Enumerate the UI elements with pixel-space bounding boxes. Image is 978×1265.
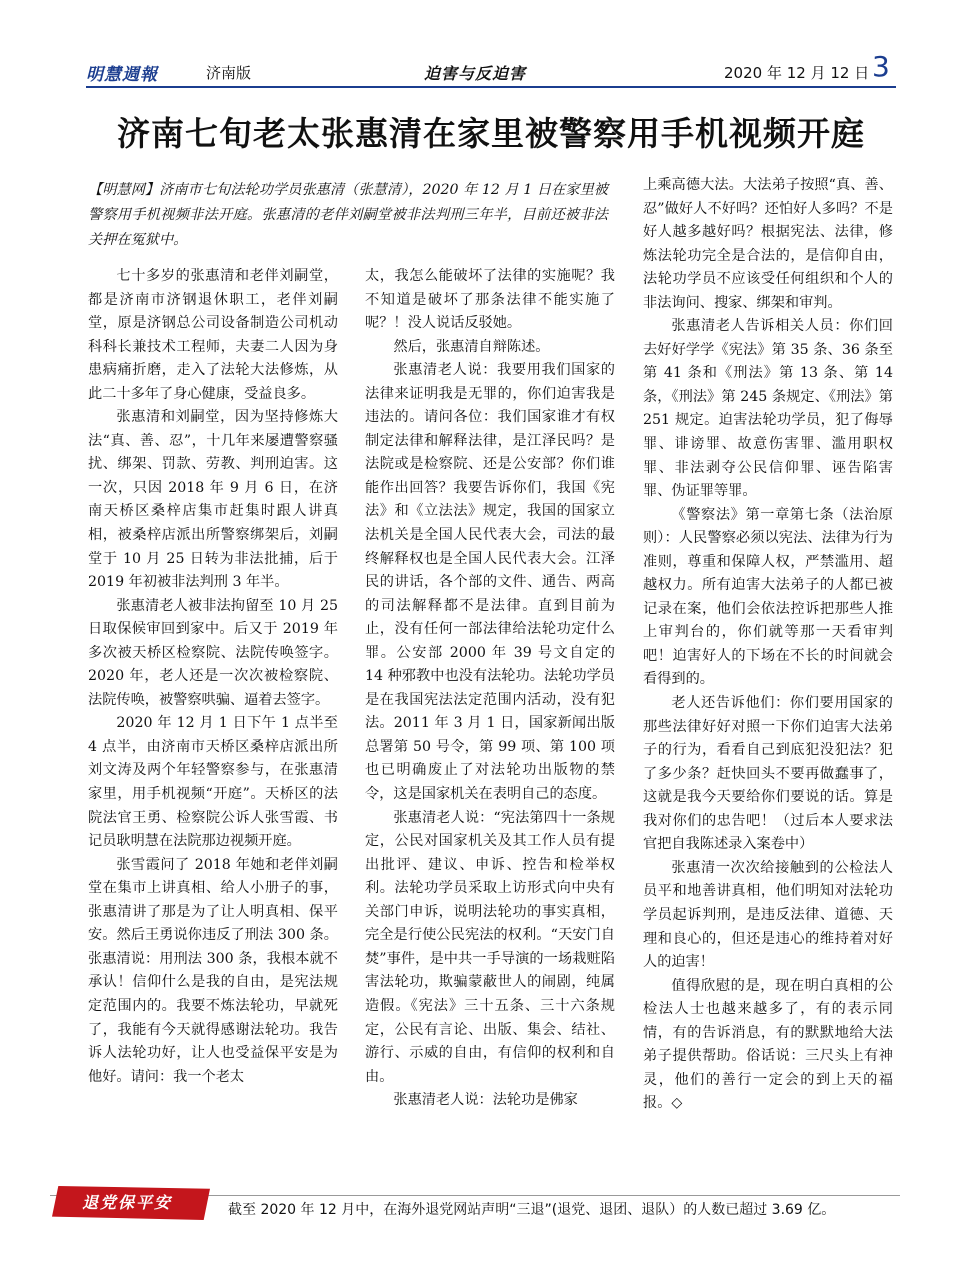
paragraph: 太，我怎么能破坏了法律的实施呢？我不知道是破坏了那条法律不能实施了呢？！没人说话反驳她。 [365, 268, 615, 332]
paragraph: 老人还告诉他们：你们要用国家的那些法律好好对照一下你们迫害大法弟子的行为，看看自己到底犯没犯法？犯了多少条？赶快回头不要再做蠢事了，这就是我今天要给你们要说的话。算是我对你们的忠告吧！（过后本人要求法官把自我陈述录入案卷中） [643, 695, 893, 853]
page-header [86, 50, 896, 94]
paragraph: 七十多岁的张惠清和老伴刘嗣堂，都是济南市济钢退休职工，老伴刘嗣堂，原是济钢总公司设备制造公司机动科科长兼技术工程师，夫妻二人因为身患病痛折磨，走入了法轮大法修炼，从此二十多年了身心健康，受益良多。 [88, 268, 338, 402]
article-column-2 [365, 265, 615, 1113]
article-lead: 【明慧网】济南市七旬法轮功学员张惠清（张慧清），2020 年 12 月 1 日在家里被警察用手机视频非法开庭。张惠清的老伴刘嗣堂被非法判刑三年半，目前还被非法关押在冤狱中。 [88, 182, 608, 248]
issue-date: 2020 年 12 月 12 日 [724, 64, 870, 82]
paragraph: 值得欣慰的是，现在明白真相的公检法人士也越来越多了，有的表示同情，有的告诉消息，有的默默地给大法弟子提供帮助。俗话说：三尺头上有神灵，他们的善行一定会的到上天的福报。◇ [643, 977, 893, 1112]
article-column-3 [643, 174, 893, 1116]
paragraph: 上乘高德大法。大法弟子按照“真、善、忍”做好人不好吗？还怕好人多吗？不是好人越多越好吗？根据宪法、法律，修炼法轮功完全是合法的，是信仰自由，法轮功学员不应该受任何组织和个人的非法询问、搜家、绑架和审判。 [643, 177, 893, 311]
paragraph: 然后，张惠清自辩陈述。 [393, 338, 550, 355]
paragraph: 张惠清老人被非法拘留至 10 月 25 日取保候审回到家中。后又于 2019 年多次被天桥区检察院、法院传唤签字。2020 年，老人还是一次次被检察院、法院传唤，被警察哄骗、逼着去签字。 [88, 597, 338, 708]
header-rule [86, 86, 896, 88]
article-headline: 济南七旬老太张惠清在家里被警察用手机视频开庭 [117, 114, 865, 153]
footer-notice: 截至 2020 年 12 月中，在海外退党网站声明“三退”(退党、退团、退队）的人数已超过 3.69 亿。 [228, 1202, 836, 1218]
paragraph: 张惠清老人告诉相关人员：你们回去好好学学《宪法》第 35 条、36 条至第 41 条和《刑法》第 13 条、第 14 条，《刑法》第 245 条规定、《刑法》第 251 规定。迫害法轮功学员，犯了侮辱罪、诽谤罪、故意伤害罪、滥用职权罪、非法剥夺公民信仰罪、诬告陷害罪、伪证罪等罪。 [643, 318, 893, 500]
page-number: 3 [872, 50, 890, 83]
paragraph: 张惠清老人说：“宪法第四十一条规定，公民对国家机关及其工作人员有提出批评、建议、申诉、控告和检举权利。法轮功学员采取上访形式向中央有关部门申诉，说明法轮功的事实真相，完全是行使公民宪法的权利。“天安门自焚”事件，是中共一手导演的一场栽赃陷害法轮功，欺骗蒙蔽世人的闹剧，纯属造假。《宪法》三十五条、三十六条规定，公民有言论、出版、集会、结社、游行、示威的自由，有信仰的权利和自由。 [365, 809, 615, 1085]
paragraph: 张雪霞问了 2018 年她和老伴刘嗣堂在集市上讲真相、给人小册子的事，张惠清讲了那是为了让人明真相、保平安。然后王勇说你违反了刑法 300 条。张惠清说：用刑法 300 条，我根本就不承认！信仰什么是我的自由，是宪法规定范围内的。我要不炼法轮功，早就死了，我能有今天就得感谢法轮功。我告诉人法轮功好，让人也受益保平安是为他好。请问：我一个老太 [88, 856, 338, 1085]
paragraph: 《警察法》第一章第七条（法治原则）：人民警察必须以宪法、法律为行为准则，尊重和保障人权，严禁滥用、超越权力。所有迫害大法弟子的人都已被记录在案，他们会依法控诉把那些人推上审判台的，你们就等那一天看审判吧！迫害好人的下场在不长的时间就会看得到的。 [643, 506, 893, 688]
section-title: 迫害与反迫害 [424, 64, 527, 83]
paragraph: 张惠清和刘嗣堂，因为坚持修炼大法“真、善、忍”，十几年来屡遭警察骚扰、绑架、罚款、劳教、判刑迫害。这一次，只因 2018 年 9 月 6 日，在济南天桥区桑梓店集市赶集时跟人讲真相，被桑梓店派出所警察绑架后，刘嗣堂于 10 月 25 日转为非法批捕，后于 2019 年初被非法判刑 3 年半。 [88, 409, 338, 591]
article-column-1 [88, 265, 338, 1089]
paragraph: 张惠清一次次给接触到的公检法人员平和地善讲真相，他们明知对法轮功学员起诉判刑，是违反法律、道德、天理和良心的，但还是违心的维持着对好人的迫害！ [643, 859, 893, 971]
paragraph: 张惠清老人说：我要用我们国家的法律来证明我是无罪的，你们迫害我是违法的。请问各位：我们国家谁才有权制定法律和解释法律，是江泽民吗？是法院或是检察院、还是公安部？你们谁能作出回答？我要告诉你们，我国《宪法》和《立法法》规定，我国的国家立法机关是全国人民代表大会，司法的最终解释权也是全国人民代表大会。江泽民的讲话，各个部的文件、通告、两高的司法解释都不是法律。直到目前为止，没有任何一部法律给法轮功定什么罪。公安部 2000 年 39 号文自定的 14 种邪教中也没有法轮功。法轮功学员是在我国宪法法定范围内活动，没有犯法。2011 年 3 月 1 日，国家新闻出版总署第 50 号令，第 99 项、第 100 项也已明确废止了对法轮功出版物的禁令，这是国家机关在表明自己的态度。 [365, 362, 615, 803]
footer-banner-label: 退党保平安 [82, 1193, 173, 1212]
paragraph: 张惠清老人说：法轮功是佛家 [393, 1092, 578, 1109]
masthead-logo: 明慧週報 [86, 65, 158, 85]
edition-label: 济南版 [206, 64, 252, 82]
paragraph: 2020 年 12 月 1 日下午 1 点半至 4 点半，由济南市天桥区桑梓店派出所刘文涛及两个年轻警察参与，在张惠清家里，用手机视频“开庭”。天桥区的法院法官王勇、检察院公诉人张雪霞、书记员耿明慧在法院那边视频开庭。 [88, 715, 338, 850]
